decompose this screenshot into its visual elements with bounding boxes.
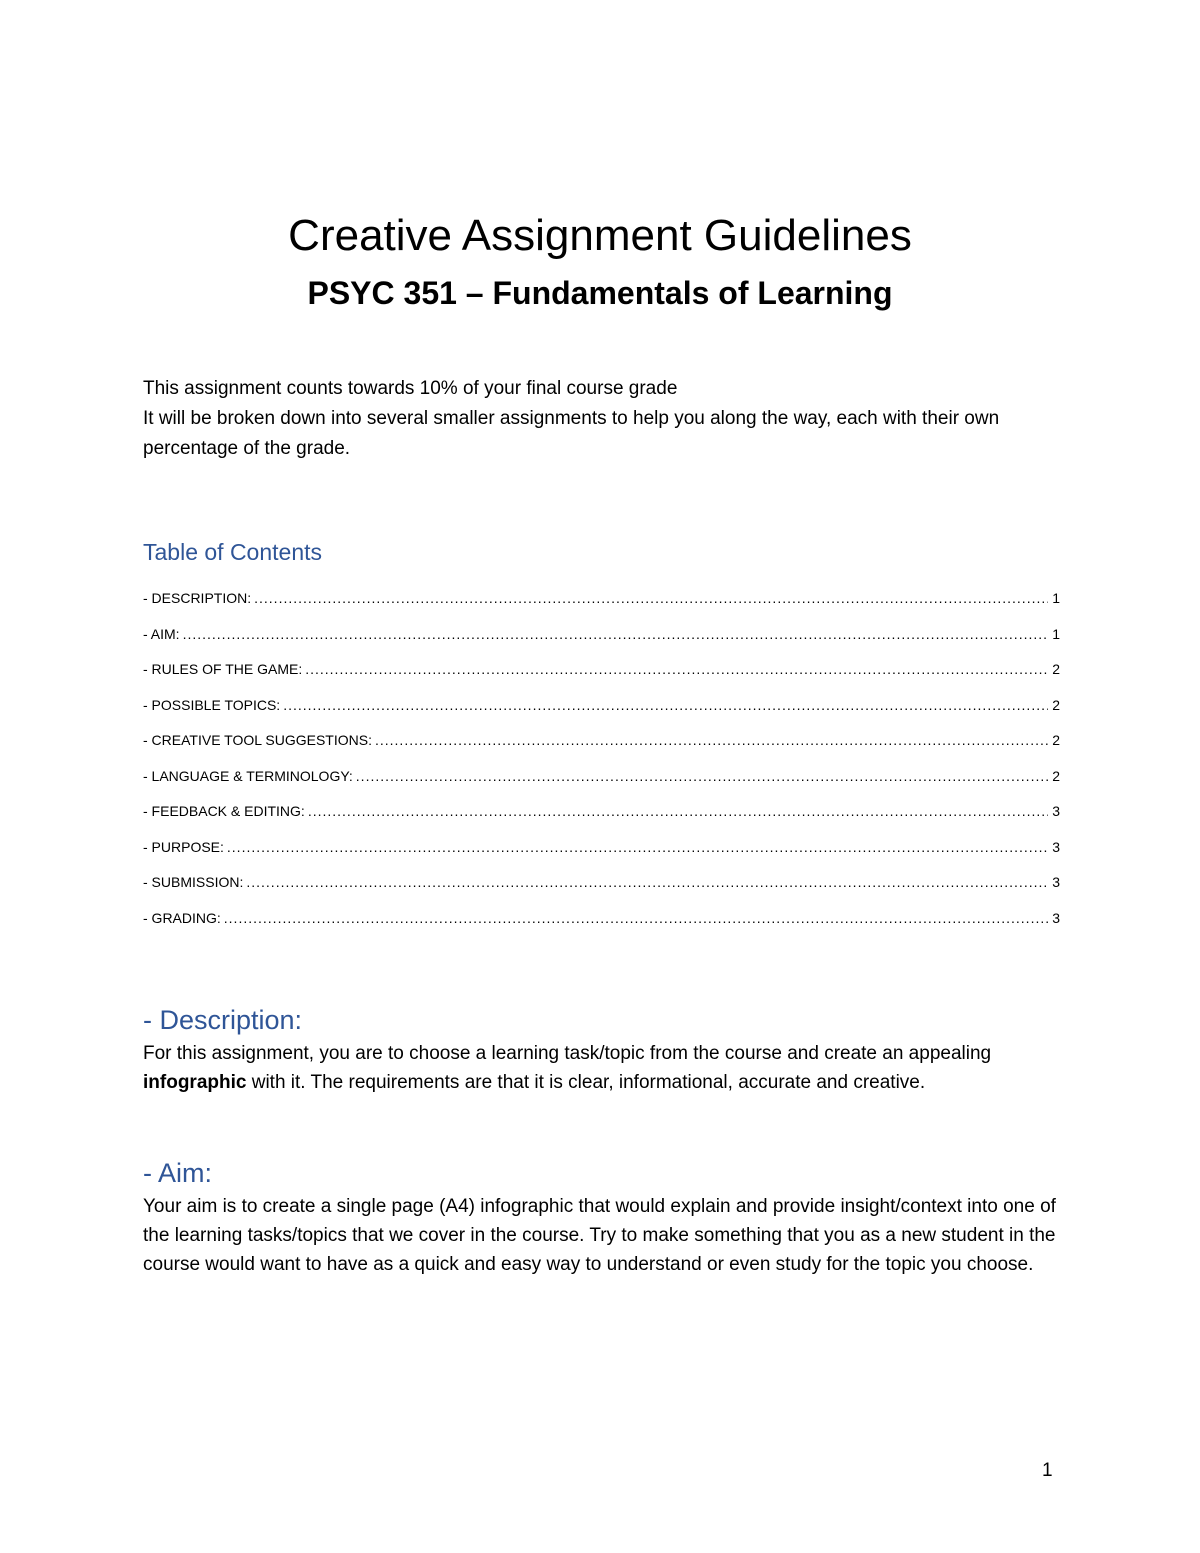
toc-dot-leader	[246, 868, 1048, 896]
toc-entry-page: 2	[1052, 696, 1060, 713]
toc-entry-label: - CREATIVE TOOL SUGGESTIONS:	[143, 732, 372, 748]
toc-dot-leader	[183, 620, 1049, 648]
toc-entry-page: 3	[1052, 874, 1060, 890]
toc-entry-page: 3	[1052, 909, 1060, 926]
toc-dot-leader	[308, 797, 1048, 825]
document-title: Creative Assignment Guidelines	[288, 211, 912, 260]
toc-entry-possible-topics[interactable]	[143, 691, 1060, 727]
toc-dot-leader	[224, 904, 1048, 932]
toc-entry-page: 2	[1052, 661, 1060, 677]
toc-entry-label: - DESCRIPTION:	[143, 590, 252, 606]
document-subtitle: PSYC 351 – Fundamentals of Learning	[307, 275, 893, 311]
toc-entry-page: 1	[1052, 590, 1060, 606]
description-heading: - Description:	[143, 1005, 303, 1035]
aim-heading: - Aim:	[143, 1158, 213, 1188]
toc-entry-submission[interactable]	[143, 868, 1060, 904]
toc-entry-label: - AIM:	[143, 625, 180, 642]
toc-entry-label: - RULES OF THE GAME:	[143, 661, 303, 677]
toc-dot-leader	[254, 584, 1048, 612]
description-paragraph	[143, 1039, 1063, 1097]
toc-entry-grading[interactable]	[143, 904, 1060, 940]
toc-entry-label: - LANGUAGE & TERMINOLOGY:	[143, 767, 353, 784]
toc-entry-aim[interactable]	[143, 620, 1060, 656]
intro-line-breakdown: It will be broken down into several smaller assignments to help you along the way, each with their own percentage of the grade.	[143, 408, 1000, 459]
toc-entry-language-terminology[interactable]	[143, 762, 1060, 798]
toc-entry-creative-tool-suggestions[interactable]	[143, 726, 1060, 762]
description-text-start: For this assignment, you are to choose a learning task/topic from the course and create an appealing	[143, 1043, 992, 1064]
toc-entry-label: - GRADING:	[143, 909, 221, 926]
toc-heading: Table of Contents	[143, 539, 323, 565]
toc-entry-purpose[interactable]	[143, 833, 1060, 869]
description-text-end: with it. The requirements are that it is clear, informational, accurate and creative.	[246, 1072, 926, 1093]
toc-dot-leader	[375, 726, 1048, 754]
toc-entry-page: 1	[1052, 625, 1060, 642]
page-number: 1	[1042, 1460, 1053, 1481]
toc-entry-label: - POSSIBLE TOPICS:	[143, 696, 281, 713]
table-of-contents	[143, 584, 1060, 939]
toc-entry-description[interactable]	[143, 584, 1060, 620]
toc-entry-page: 3	[1052, 838, 1060, 855]
toc-entry-page: 2	[1052, 732, 1060, 748]
toc-entry-page: 3	[1052, 803, 1060, 819]
toc-entry-feedback-editing[interactable]	[143, 797, 1060, 833]
toc-dot-leader	[305, 655, 1048, 683]
description-bold-term: infographic	[143, 1072, 247, 1093]
toc-dot-leader	[227, 833, 1048, 861]
toc-entry-label: - FEEDBACK & EDITING:	[143, 803, 305, 819]
aim-paragraph: Your aim is to create a single page (A4) infographic that would explain and provide insight/context into one of the learning tasks/topics that we cover in the course. Try to make something that you as a new student in the course would want to have as a quick and easy way to understand or even study for the topic you choose.	[143, 1196, 1056, 1275]
toc-entry-page: 2	[1052, 767, 1060, 784]
toc-entry-label: - SUBMISSION:	[143, 874, 244, 890]
toc-dot-leader	[356, 762, 1048, 790]
toc-entry-rules-of-the-game[interactable]	[143, 655, 1060, 691]
intro-block	[143, 374, 1058, 464]
intro-line-grade-weight: This assignment counts towards 10% of your final course grade	[143, 378, 678, 399]
toc-entry-label: - PURPOSE:	[143, 838, 224, 855]
toc-dot-leader	[283, 691, 1048, 719]
